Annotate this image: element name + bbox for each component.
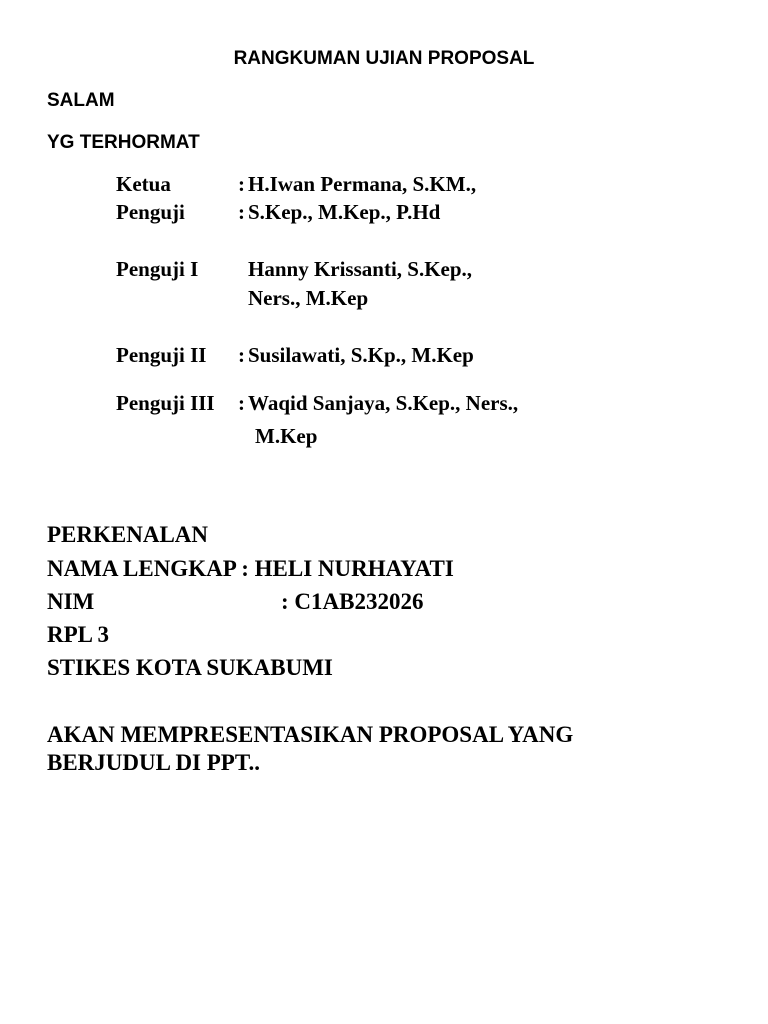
closing-line-1: AKAN MEMPRESENTASIKAN PROPOSAL YANG bbox=[47, 722, 574, 747]
committee-sep-penguji: : bbox=[238, 200, 245, 224]
committee-role-penguji-1: Penguji I bbox=[116, 257, 199, 281]
intro-institution: STIKES KOTA SUKABUMI bbox=[47, 655, 333, 680]
committee-role-penguji-3: Penguji III bbox=[116, 391, 215, 415]
committee-name-penguji: S.Kep., M.Kep., P.Hd bbox=[248, 200, 441, 224]
committee-name-penguji-2: Susilawati, S.Kp., M.Kep bbox=[248, 343, 474, 367]
committee-name-penguji-1: Hanny Krissanti, S.Kep., bbox=[248, 257, 473, 281]
committee-name-penguji-3: Waqid Sanjaya, S.Kep., Ners., bbox=[248, 391, 519, 415]
intro-full-name: NAMA LENGKAP : HELI NURHAYATI bbox=[47, 556, 454, 581]
greeting: SALAM bbox=[47, 90, 115, 111]
committee-sep-penguji-3: : bbox=[238, 391, 245, 415]
committee-sep-ketua: : bbox=[238, 172, 245, 196]
committee-name-penguji-3-cont: M.Kep bbox=[255, 424, 318, 448]
intro-class: RPL 3 bbox=[47, 622, 109, 647]
closing-line-2: BERJUDUL DI PPT.. bbox=[47, 750, 260, 775]
intro-nim-value: : C1AB232026 bbox=[281, 589, 424, 614]
committee-role-ketua: Ketua bbox=[116, 172, 171, 196]
intro-heading: PERKENALAN bbox=[47, 522, 209, 547]
committee-name-ketua: H.Iwan Permana, S.KM., bbox=[248, 172, 477, 196]
addressee: YG TERHORMAT bbox=[47, 132, 200, 153]
committee-name-penguji-1-cont: Ners., M.Kep bbox=[248, 286, 369, 310]
committee-role-penguji-2: Penguji II bbox=[116, 343, 207, 367]
document-title: RANGKUMAN UJIAN PROPOSAL bbox=[233, 48, 535, 69]
committee-sep-penguji-2: : bbox=[238, 343, 245, 367]
intro-nim-label: NIM bbox=[47, 589, 95, 614]
committee-role-penguji: Penguji bbox=[116, 200, 185, 224]
